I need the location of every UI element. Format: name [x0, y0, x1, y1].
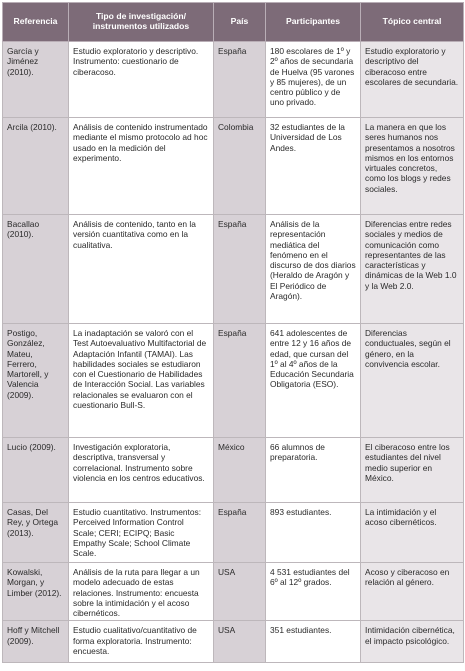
cell-pais: España: [214, 42, 266, 118]
cell-topico: Diferencias conductuales, según el género, en la convivencia escolar.: [361, 324, 464, 438]
cell-pais: México: [214, 438, 266, 503]
cell-pais: USA: [214, 563, 266, 621]
cell-topico: Diferencias entre redes sociales y medios de comunicación como representantes de las características y dinámicas de la Web 1.0 y la Web 2.0.: [361, 215, 464, 324]
cell-referencia: García y Jiménez (2010).: [3, 42, 69, 118]
header-participantes: Participantes: [266, 3, 361, 42]
cell-pais: USA: [214, 621, 266, 663]
cell-pais: España: [214, 503, 266, 563]
cell-participantes: 893 estudiantes.: [266, 503, 361, 563]
cell-pais: Colombia: [214, 118, 266, 215]
cell-topico: Estudio exploratorio y descriptivo del ciberacoso entre escolares de secundaria.: [361, 42, 464, 118]
cell-referencia: Lucio (2009).: [3, 438, 69, 503]
cell-pais: España: [214, 324, 266, 438]
cell-tipo: Análisis de contenido instrumentado mediante el mismo protocolo ad hoc usado en la medición del experimento.: [69, 118, 214, 215]
cell-referencia: Arcila (2010).: [3, 118, 69, 215]
header-pais: País: [214, 3, 266, 42]
studies-table: [2, 2, 464, 663]
table-row: [3, 215, 464, 324]
cell-participantes: 66 alumnos de preparatoria.: [266, 438, 361, 503]
table-row: [3, 118, 464, 215]
cell-referencia: Kowalski, Morgan, y Limber (2012).: [3, 563, 69, 621]
table-row: [3, 438, 464, 503]
cell-participantes: 32 estudiantes de la Universidad de Los Andes.: [266, 118, 361, 215]
cell-tipo: Análisis de la ruta para llegar a un modelo adecuado de estas relaciones. Instrumento: encuesta sobre la intimidación y el acoso cibernéticos.: [69, 563, 214, 621]
cell-topico: La intimidación y el acoso cibernéticos.: [361, 503, 464, 563]
table-row: [3, 563, 464, 621]
cell-topico: La manera en que los seres humanos nos presentamos a nosotros mismos en los entornos virtuales concretos, como los blogs y redes sociales.: [361, 118, 464, 215]
cell-referencia: Hoff y Mitchell (2009).: [3, 621, 69, 663]
cell-participantes: 641 adolescentes de entre 12 y 16 años de edad, que cursan del 1º al 4º años de la Educación Secundaria Obligatoria (ESO).: [266, 324, 361, 438]
cell-tipo: La inadaptación se valoró con el Test Autoevaluativo Multifactorial de Adaptación Infantil (TAMAI). Las habilidades sociales se estudiaron con el Cuestionario de Habilidades de Interacción Social. Las variables relacionales se evaluaron con el cuestionario Bull-S.: [69, 324, 214, 438]
cell-participantes: 351 estudiantes.: [266, 621, 361, 663]
cell-referencia: Casas, Del Rey, y Ortega (2013).: [3, 503, 69, 563]
table-row: [3, 324, 464, 438]
cell-tipo: Análisis de contenido, tanto en la versión cuantitativa como en la cualitativa.: [69, 215, 214, 324]
cell-tipo: Investigación exploratoria, descriptiva, transversal y correlacional. Instrumento sobre violencia en los centros educativos.: [69, 438, 214, 503]
cell-participantes: Análisis de la representación mediática del fenómeno en el discurso de dos diarios (Heraldo de Aragón y El Periódico de Aragón).: [266, 215, 361, 324]
cell-participantes: 180 escolares de 1º y 2º años de secundaria de Huelva (95 varones y 85 mujeres), de un centro público y de uno privado.: [266, 42, 361, 118]
cell-topico: Intimidación cibernética, el impacto psicológico.: [361, 621, 464, 663]
cell-topico: Acoso y ciberacoso en relación al género.: [361, 563, 464, 621]
header-topico: Tópico central: [361, 3, 464, 42]
cell-tipo: Estudio exploratorio y descriptivo. Instrumento: cuestionario de ciberacoso.: [69, 42, 214, 118]
cell-pais: España: [214, 215, 266, 324]
header-row: [3, 3, 464, 42]
cell-referencia: Postigo, González, Mateu, Ferrero, Martorell, y Valencia (2009).: [3, 324, 69, 438]
table-row: [3, 42, 464, 118]
header-tipo: Tipo de investigación/ instrumentos utilizados: [69, 3, 214, 42]
cell-participantes: 4 531 estudiantes del 6º al 12º grados.: [266, 563, 361, 621]
cell-topico: El ciberacoso entre los estudiantes del nivel medio superior en México.: [361, 438, 464, 503]
cell-referencia: Bacallao (2010).: [3, 215, 69, 324]
header-referencia: Referencia: [3, 3, 69, 42]
table-row: [3, 503, 464, 563]
studies-table-container: [2, 2, 463, 669]
cell-tipo: Estudio cuantitativo. Instrumentos: Perceived Information Control Scale; CERI; ECIPQ; Basic Empathy Scale; School Climate Scale.: [69, 503, 214, 563]
cell-tipo: Estudio cualitativo/cuantitativo de forma exploratoria. Instrumento: encuesta.: [69, 621, 214, 663]
table-row: [3, 621, 464, 663]
